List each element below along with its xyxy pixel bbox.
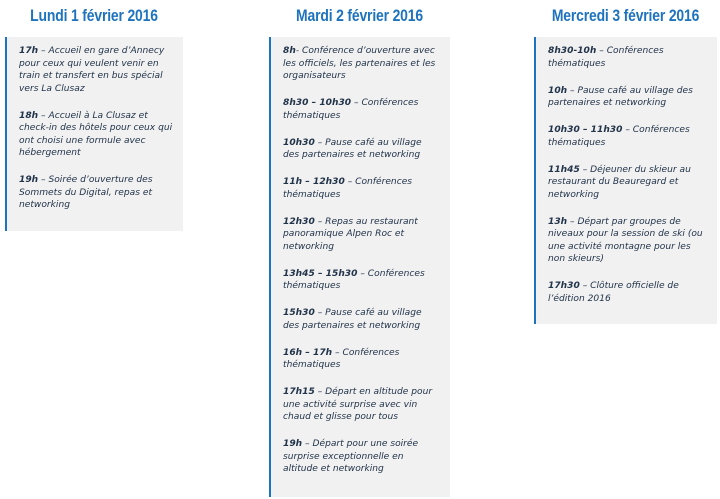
schedule-item (283, 137, 440, 162)
event-description: – Départ en altitude pour une activité surprise avec vin chaud et glisse pour tous (283, 387, 433, 422)
event-time: 8h (283, 46, 296, 56)
event-description: – Départ par groupes de niveaux pour la session de ski (ou une activité montagne pour les non skieurs) (548, 216, 703, 264)
event-time: 17h15 (283, 387, 315, 397)
event-description: – Conférences thématiques (548, 46, 664, 69)
event-description: – Pause café au village des partenaires et networking (548, 85, 693, 108)
schedule-item (19, 174, 173, 212)
event-description: – Conférences thématiques (548, 125, 690, 148)
schedule-item (283, 216, 440, 254)
schedule-item (548, 45, 707, 70)
event-description: – Conférences thématiques (283, 347, 400, 370)
event-time: 13h (548, 216, 568, 227)
event-time: 17h (19, 46, 39, 56)
event-description: – Pause café au village des partenaires et networking (283, 137, 422, 160)
event-description: – Conférences thématiques (283, 98, 419, 121)
event-time: 13h45 – 15h30 (283, 268, 358, 279)
day-title: Mercredi 3 février 2016 (551, 6, 700, 25)
event-description: - Conférence d’ouverture avec les officiels, les partenaires et les organisateurs (283, 46, 436, 81)
schedule-card (534, 37, 717, 324)
event-description: – Accueil en gare d’Annecy pour ceux qui veulent venir en train et transfert en bus spécial vers La Clusaz (19, 46, 165, 94)
event-time: 8h30 – 10h30 (283, 98, 352, 108)
schedule-item (548, 164, 707, 202)
event-time: 12h30 (283, 216, 315, 227)
event-time: 10h30 (283, 137, 315, 148)
event-time: 18h (19, 110, 39, 121)
schedule-item (19, 45, 173, 95)
event-time: 15h30 (283, 308, 315, 318)
event-time: 11h45 (548, 164, 580, 175)
event-description: – Conférences thématiques (283, 268, 425, 291)
event-description: – Repas au restaurant panoramique Alpen Roc et networking (283, 216, 418, 252)
event-description: – Soirée d’ouverture des Sommets du Digital, repas et networking (19, 175, 153, 210)
event-description: – Clôture officielle de l’édition 2016 (548, 281, 679, 304)
event-time: 10h (548, 85, 568, 96)
schedule-item (548, 216, 707, 266)
schedule-item (283, 347, 440, 372)
schedule-item (548, 124, 707, 149)
schedule-item (283, 45, 440, 83)
schedule-item (19, 110, 173, 160)
schedule-item (548, 280, 707, 305)
event-time: 17h30 (548, 281, 580, 291)
schedule-item (283, 386, 440, 424)
schedule-item (283, 438, 440, 476)
event-description: – Pause café au village des partenaires et networking (283, 308, 422, 331)
event-time: 10h30 – 11h30 (548, 125, 623, 135)
schedule-card (5, 37, 183, 231)
day-title: Mardi 2 février 2016 (296, 6, 423, 25)
event-time: 19h (19, 175, 39, 185)
event-description: – Conférences thématiques (283, 177, 413, 200)
schedule-item (283, 307, 440, 332)
event-time: 8h30-10h (548, 46, 597, 56)
event-description: – Départ pour une soirée surprise exceptionnelle en altitude et networking (283, 439, 419, 474)
day-title: Lundi 1 février 2016 (30, 6, 158, 25)
event-time: 16h – 17h (283, 347, 333, 358)
event-description: – Déjeuner du skieur au restaurant du Beauregard et networking (548, 164, 691, 200)
schedule-item (283, 97, 440, 122)
schedule-item (548, 85, 707, 110)
schedule-item (283, 268, 440, 293)
event-description: – Accueil à La Clusaz et check-in des hôtels pour ceux qui ont choisi une formule avec hébergement (19, 110, 173, 158)
event-time: 11h – 12h30 (283, 177, 345, 187)
schedule-card (269, 37, 450, 497)
event-time: 19h (283, 439, 303, 449)
schedule-item (283, 176, 440, 201)
